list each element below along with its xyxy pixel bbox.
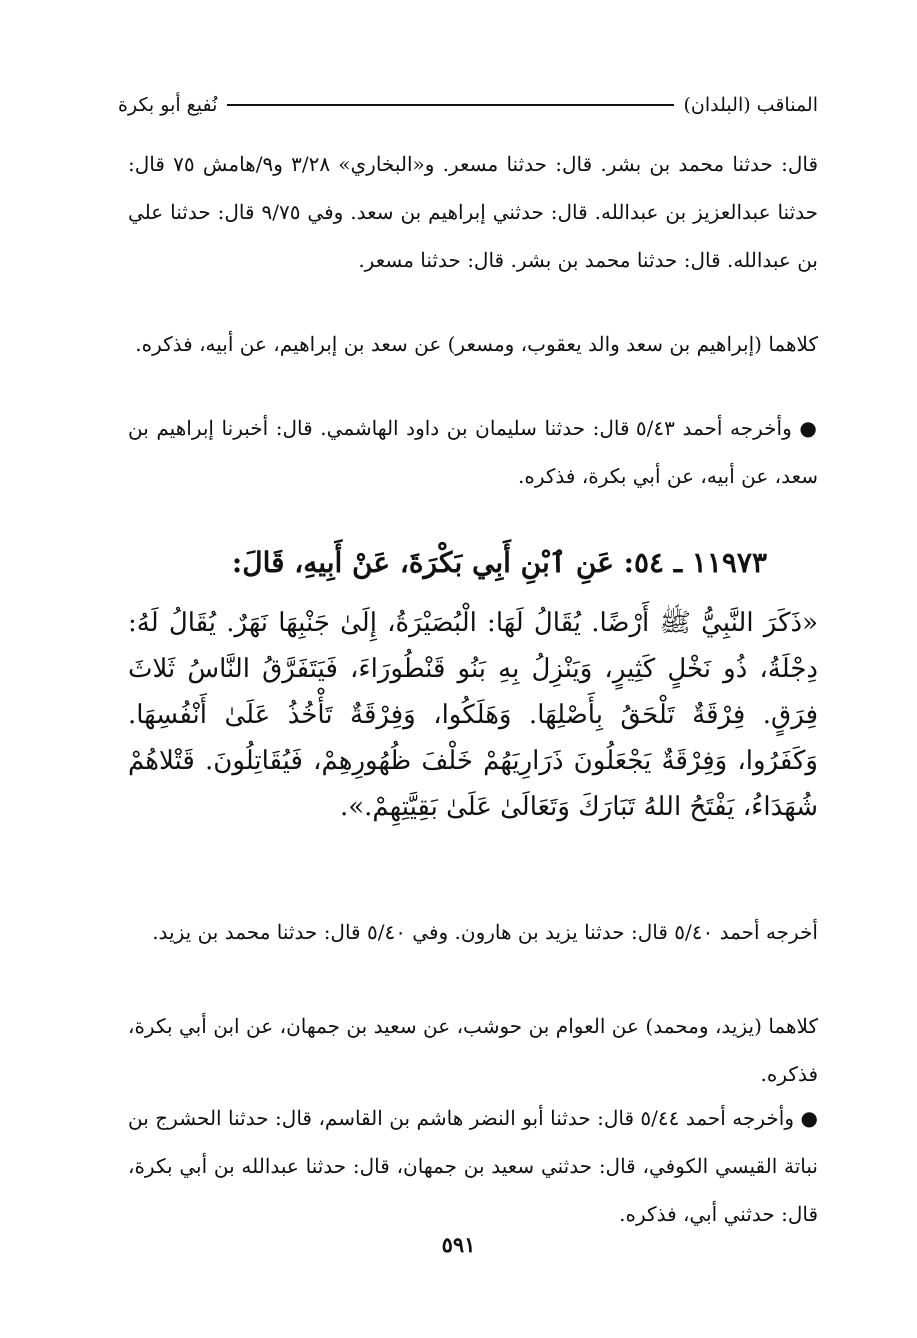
bullet-icon: ● <box>800 1106 819 1130</box>
source-paragraph-1: أخرجه أحمد ٥/٤٠ قال: حدثنا يزيد بن هارون. وفي ٥/٤٠ قال: حدثنا محمد بن يزيد. <box>152 920 818 944</box>
source-paragraph-3 <box>128 1094 818 1238</box>
reference-paragraph-2: كلاهما (إبراهيم بن سعد والد يعقوب، ومسعر) عن سعد بن إبراهيم، عن أبيه، فذكره. <box>135 332 818 356</box>
reference-text: وأخرجه أحمد ٥/٤٣ قال: حدثنا سليمان بن داود الهاشمي. قال: أخبرنا إبراهيم بن سعد، عن أبيه، عن أبي بكرة، فذكره. <box>128 416 818 488</box>
source-text: وأخرجه أحمد ٥/٤٤ قال: حدثنا أبو النضر هاشم بن القاسم، قال: حدثنا الحشرج بن نباتة القيسي الكوفي، قال: حدثني سعيد بن جمهان، قال: حدثنا عبدالله بن أبي بكرة، قال: حدثني أبي، فذكره. <box>128 1106 818 1226</box>
header-rule <box>227 104 673 106</box>
header-narrator-name: نُفيع أبو بكرة <box>118 94 218 116</box>
hadith-text: «ذَكَرَ النَّبِيُّ ﷺ أَرْضًا. يُقَالُ لَهَا: الْبُصَيْرَةُ، إِلَىٰ جَنْبِهَا نَهَرٌ. يُقَالُ لَهُ: دِجْلَةُ، ذُو نَخْلٍ كَثِيرٍ، وَيَنْزِلُ بِهِ بَنُو قَنْطُورَاءَ، فَيَتَفَرَّقُ النَّاسُ ثَلاثَ فِرَقٍ. فِرْقَةٌ تَلْحَقُ بِأَصْلِهَا. وَهَلَكُوا، وَفِرْقَةٌ تَأْخُذُ عَلَىٰ أَنْفُسِهَا. وَكَفَرُوا، وَفِرْقَةٌ يَجْعَلُونَ ذَرَارِيَهُمْ خَلْفَ ظُهُورِهِمْ، فَيُقَاتِلُونَ. قَتْلاهُمْ شُهَدَاءُ، يَفْتَحُ اللهُ تَبَارَكَ وَتَعَالَىٰ عَلَىٰ بَقِيَّتِهِمْ.». <box>128 608 818 822</box>
page-number: ٥٩١ <box>441 1232 476 1257</box>
header-section-title: المناقب (البلدان) <box>683 94 818 116</box>
reference-paragraph-1: قال: حدثنا محمد بن بشر. قال: حدثنا مسعر. و«البخاري» ٣/٢٨ و٩/هامش ٧٥ قال: حدثنا عبدالعزيز بن عبدالله. قال: حدثني إبراهيم بن سعد. وفي ٩/٧٥ قال: حدثنا علي بن عبدالله. قال: حدثنا محمد بن بشر. قال: حدثنا مسعر. <box>128 152 819 272</box>
bullet-icon: ● <box>799 416 819 440</box>
hadith-heading: ١١٩٧٣ ـ ٥٤: عَنِ ٱبْنِ أَبِي بَكْرَةَ، عَنْ أَبِيهِ، قَالَ: <box>231 546 767 579</box>
source-paragraph-2: كلاهما (يزيد، ومحمد) عن العوام بن حوشب، عن سعيد بن جمهان، عن ابن أبي بكرة، فذكره. <box>128 1014 818 1086</box>
running-header <box>118 88 818 122</box>
reference-paragraph-3 <box>128 404 818 500</box>
